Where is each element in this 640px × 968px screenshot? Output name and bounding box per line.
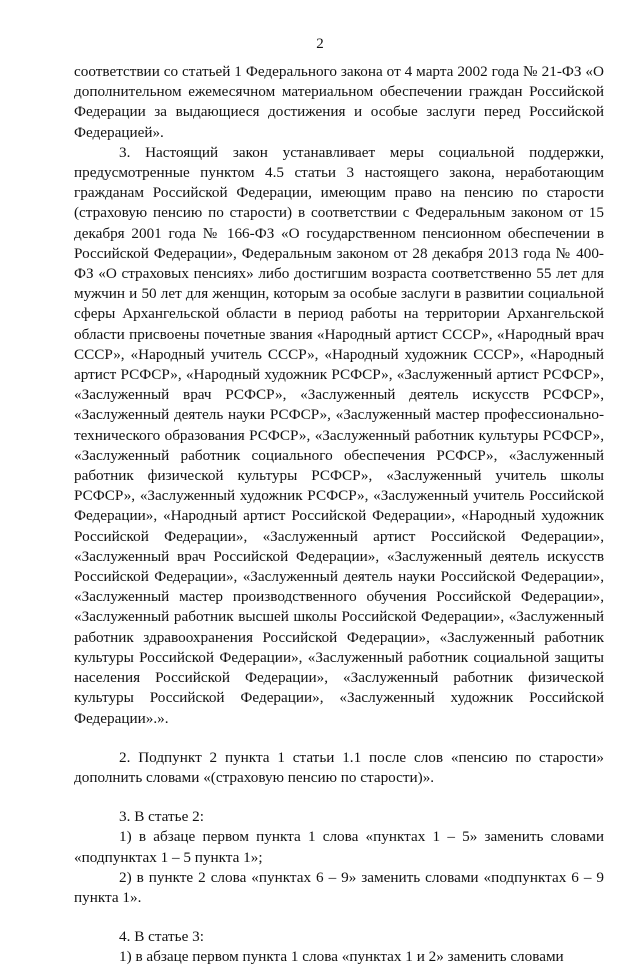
paragraph-item-4-heading: 4. В статье 3:	[119, 928, 204, 946]
paragraph-item-2: 2. Подпункт 2 пункта 1 статьи 1.1 после слов «пенсию по старости» дополнить словами «(страховую пенсию по старости)».	[74, 748, 604, 786]
paragraph-item-4-sub-1: 1) в абзаце первом пункта 1 слова «пунктах 1 и 2» заменить словами	[119, 948, 564, 966]
paragraph-item-3-sub-1: 1) в абзаце первом пункта 1 слова «пунктах 1 – 5» заменить словами «подпунктах 1 – 5 пункта 1»;	[74, 828, 604, 866]
paragraph-clause-3: 3. Настоящий закон устанавливает меры социальной поддержки, предусмотренные пунктом 4.5 статьи 3 настоящего закона, неработающим гражданам Российской Федерации, имеющим право на пенсию по старости (страховую пенсию по старости) в соответствии с Федеральным законом от 15 декабря 2001 года № 166-ФЗ «О государственном пенсионном обеспечении в Российской Федерации», Федеральным законом от 28 декабря 2013 года № 400-ФЗ «О страховых пенсиях» либо достигшим возраста соответственно 55 лет для мужчин и 50 лет для женщин, которым за особые заслуги в развитии социальной сферы Архангельской области в период работы на территории Архангельской области присвоены почетные звания «Народный артист СССР», «Народный врач СССР», «Народный учитель СССР», «Народный художник СССР», «Народный артист РСФСР», «Народный художник РСФСР», «Заслуженный артист РСФСР», «Заслуженный врач РСФСР», «Заслуженный деятель искусств РСФСР», «Заслуженный деятель науки РСФСР», «Заслуженный мастер профессионально-технического образования РСФСР», «Заслуженный работник культуры РСФСР», «Заслуженный работник социального обеспечения РСФСР», «Заслуженный работник физической культуры РСФСР», «Заслуженный учитель школы РСФСР», «Заслуженный художник РСФСР», «Заслуженный учитель Российской Федерации», «Народный артист Российской Федерации», «Народный художник Российской Федерации», «Заслуженный артист Российской Федерации», «Заслуженный врач Российской Федерации», «Заслуженный деятель искусств Российской Федерации», «Заслуженный деятель науки Российской Федерации», «Заслуженный мастер производственного обучения Российской Федерации», «Заслуженный работник высшей школы Российской Федерации», «Заслуженный работник здравоохранения Российской Федерации», «Заслуженный работник культуры Российской Федерации», «Заслуженный работник социальной защиты населения Российской Федерации», «Заслуженный работник физической культуры Российской Федерации», «Заслуженный художник Российской Федерации».».	[74, 143, 604, 727]
document-body	[74, 62, 604, 968]
paragraph-item-3-sub-2: 2) в пункте 2 слова «пунктах 6 – 9» заменить словами «подпунктах 6 – 9 пункта 1».	[74, 868, 604, 906]
paragraph-continuation: соответствии со статьей 1 Федерального закона от 4 марта 2002 года № 21-ФЗ «О дополнительном ежемесячном материальном обеспечении граждан Российской Федерации за выдающиеся достижения и особые заслуги перед Российской Федерацией».	[74, 63, 604, 141]
paragraph-item-3-heading: 3. В статье 2:	[119, 808, 204, 826]
page-number: 2	[316, 36, 324, 52]
